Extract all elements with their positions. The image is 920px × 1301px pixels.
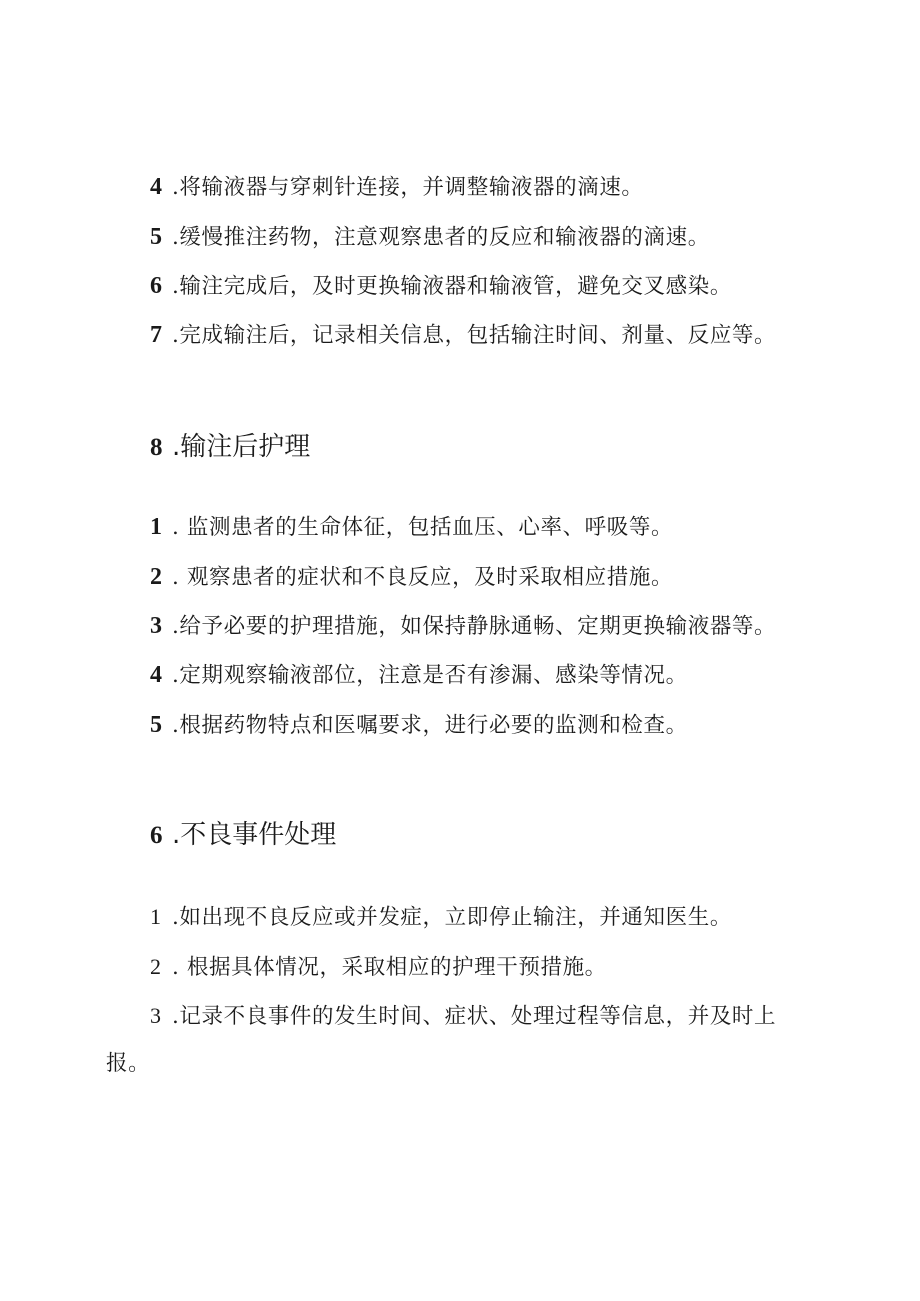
item-text: .给予必要的护理措施，如保持静脉通畅、定期更换输液器等。 — [172, 614, 777, 639]
section-heading — [150, 430, 310, 465]
item-text: .定期观察输液部位，注意是否有渗漏、感染等情况。 — [172, 663, 688, 688]
item-text: .输注完成后，及时更换输液器和输液管，避免交叉感染。 — [172, 274, 732, 299]
list-item-continuation: 报。 — [106, 1051, 151, 1076]
list-item — [150, 271, 732, 302]
item-text: .记录不良事件的发生时间、症状、处理过程等信息，并及时上 — [172, 1004, 777, 1029]
list-item — [150, 1001, 776, 1032]
list-item — [150, 562, 673, 593]
heading-text: .不良事件处理 — [172, 820, 337, 850]
item-number: 1 — [150, 514, 163, 540]
item-number: 3 — [150, 1003, 162, 1028]
list-item — [150, 902, 732, 933]
item-text: .根据药物特点和医嘱要求，进行必要的监测和检查。 — [172, 713, 688, 738]
item-number: 2 — [150, 564, 163, 590]
list-item — [150, 172, 644, 203]
section-heading — [150, 818, 336, 853]
list-item — [150, 952, 607, 983]
item-number: 5 — [150, 224, 163, 250]
item-number: 6 — [150, 273, 163, 299]
item-text: .将输液器与穿刺针连接，并调整输液器的滴速。 — [172, 175, 644, 200]
item-number: 3 — [150, 613, 163, 639]
item-number: 1 — [150, 904, 162, 929]
item-number: 2 — [150, 954, 162, 979]
heading-text: .输注后护理 — [172, 432, 311, 462]
item-number: 7 — [150, 322, 163, 348]
item-number: 4 — [150, 662, 163, 688]
heading-number: 8 — [150, 434, 163, 461]
list-item — [150, 222, 710, 253]
item-text: .缓慢推注药物，注意观察患者的反应和输液器的滴速。 — [172, 225, 710, 250]
item-text: . 观察患者的症状和不良反应，及时采取相应措施。 — [172, 565, 674, 590]
item-text: .如出现不良反应或并发症，立即停止输注，并通知医生。 — [172, 905, 732, 930]
list-item — [150, 320, 776, 351]
item-text: . 根据具体情况，采取相应的护理干预措施。 — [172, 955, 607, 980]
item-number: 4 — [150, 174, 163, 200]
item-text: . 监测患者的生命体征，包括血压、心率、呼吸等。 — [172, 515, 674, 540]
item-text: .完成输注后，记录相关信息，包括输注时间、剂量、反应等。 — [172, 323, 777, 348]
heading-number: 6 — [150, 822, 163, 849]
item-number: 5 — [150, 712, 163, 738]
list-item — [150, 660, 688, 691]
list-item — [150, 710, 688, 741]
list-item — [150, 512, 673, 543]
list-item — [150, 611, 776, 642]
